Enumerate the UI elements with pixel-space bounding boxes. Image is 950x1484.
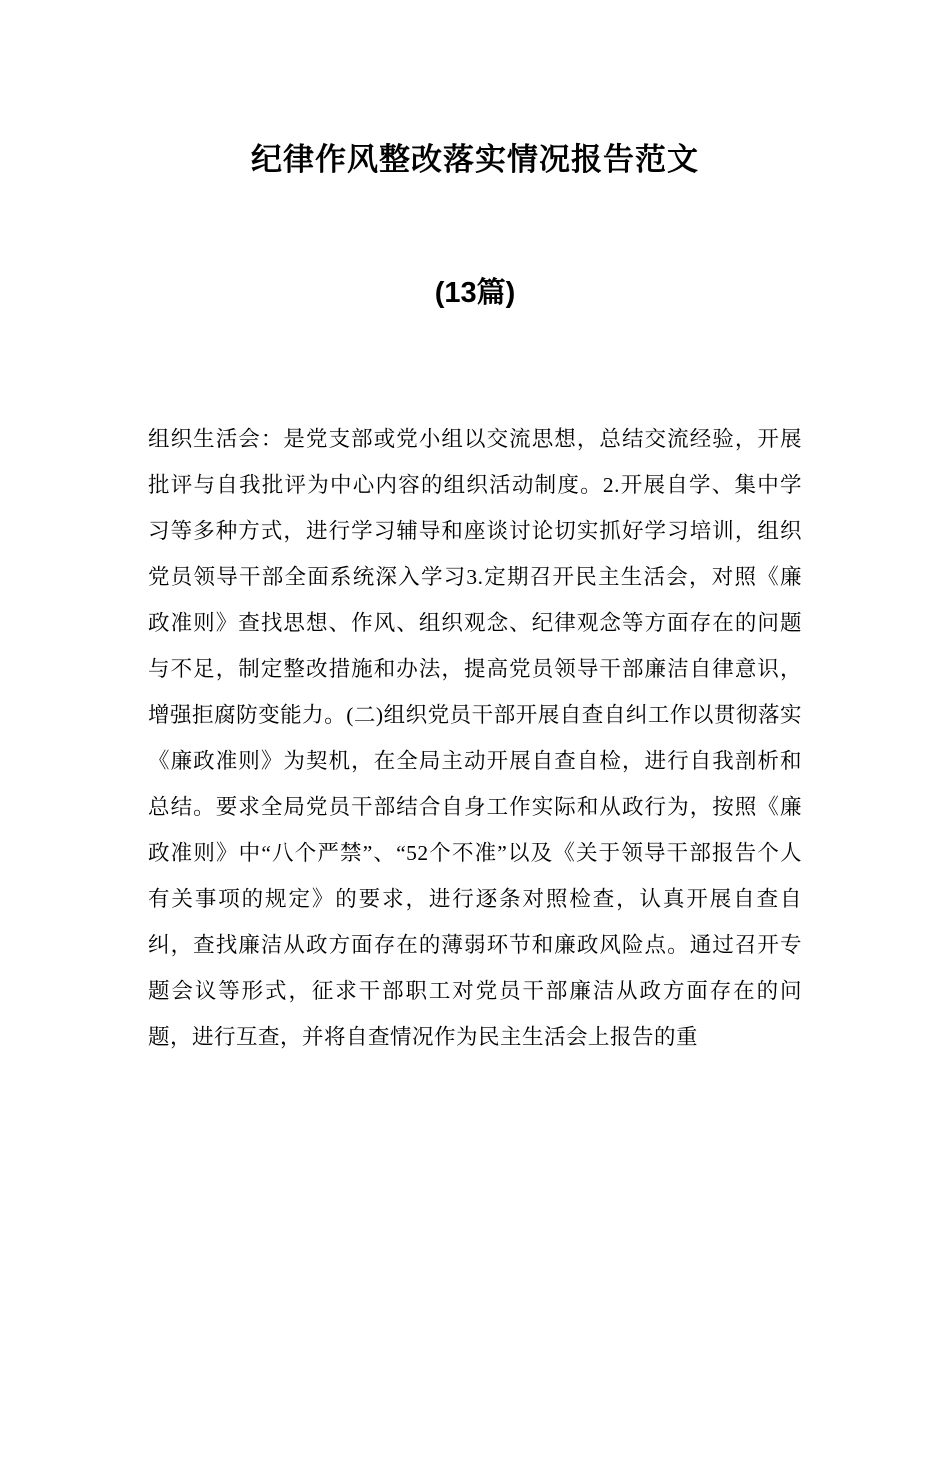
page-title: 纪律作风整改落实情况报告范文 xyxy=(251,142,699,177)
document-body-paragraph: 组织生活会：是党支部或党小组以交流思想，总结交流经验，开展批评与自我批评为中心内容的组织活动制度。2.开展自学、集中学习等多种方式，进行学习辅导和座谈讨论切实抓好学习培训，组织党员领导干部全面系统深入学习3.定期召开民主生活会，对照《廉政准则》查找思想、作风、组织观念、纪律观念等方面存在的问题与不足，制定整改措施和办法，提高党员领导干部廉洁自律意识，增强拒腐防变能力。(二)组织党员干部开展自查自纠工作以贯彻落实《廉政准则》为契机，在全局主动开展自查自检，进行自我剖析和总结。要求全局党员干部结合自身工作实际和从政行为，按照《廉政准则》中“八个严禁”、“52个不准”以及《关于领导干部报告个人有关事项的规定》的要求，进行逐条对照检查，认真开展自查自纠，查找廉洁从政方面存在的薄弱环节和廉政风险点。通过召开专题会议等形式，征求干部职工对党员干部廉洁从政方面存在的问题，进行互查，并将自查情况作为民主生活会上报告的重 xyxy=(148,427,802,1050)
page-subtitle: (13篇) xyxy=(434,277,516,310)
document-page xyxy=(0,140,950,1484)
